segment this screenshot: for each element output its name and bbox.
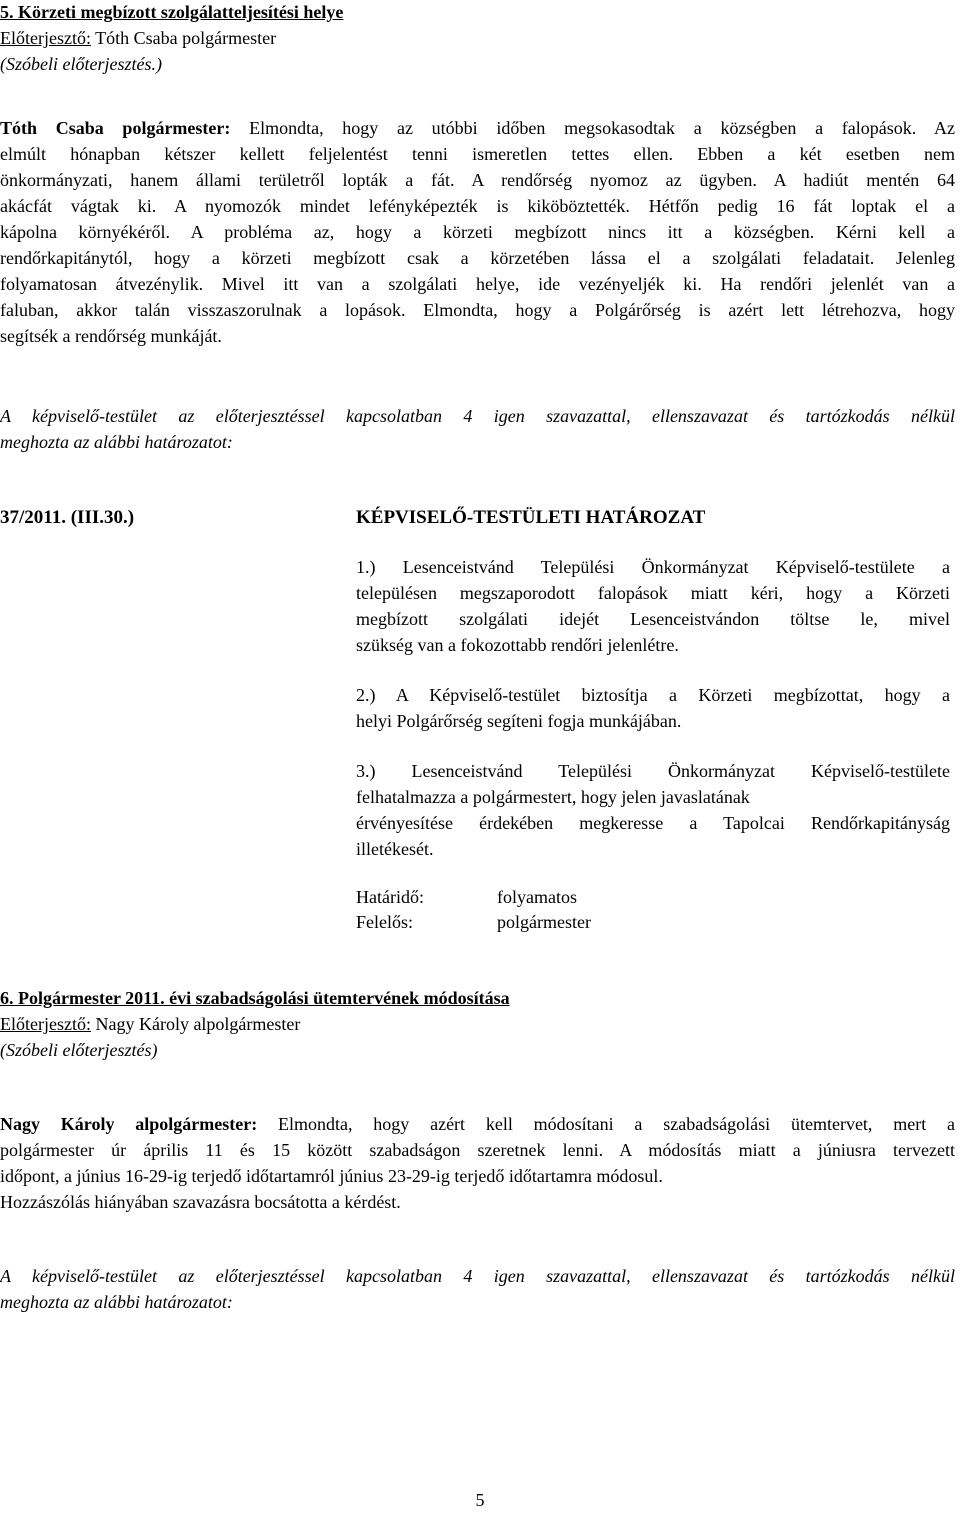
vote-line: meghozta az alábbi határozatot:	[0, 1292, 233, 1312]
section-6-presenter	[0, 1011, 955, 1037]
deadline-value: folyamatos	[497, 887, 577, 907]
section-6-header	[0, 985, 955, 1063]
section-5-header	[0, 0, 955, 77]
body-line: rendőrkapitánytól, hogy a körzeti megbízott csak a körzetében lássa el a szolgálati feladatait. Jelenleg	[0, 248, 955, 268]
vote-line: A képviselő-testület az előterjesztéssel kapcsolatban 4 igen szavazattal, ellenszavazat és tartózkodás nélkül	[0, 406, 955, 426]
vote-line: A képviselő-testület az előterjesztéssel kapcsolatban 4 igen szavazattal, ellenszavazat és tartózkodás nélkül	[0, 1266, 955, 1286]
body-line: akácfát vágtak ki. A nyomozók mindet lefényképezték is kiköböztették. Hétfőn pedig 16 fát loptak el a	[0, 196, 955, 216]
section-6-vote	[0, 1263, 955, 1315]
section-5-note: (Szóbeli előterjesztés.)	[0, 54, 162, 74]
body-line: folyamatosan átvezénylik. Mivel itt van a szolgálati helye, ide vezényeljék ki. Ha rendőri jelenlét van a	[0, 274, 955, 294]
body-line: segítsék a rendőrség munkáját.	[0, 326, 222, 346]
presenter-name: Nagy Károly alpolgármester	[90, 1014, 301, 1034]
section-6-note: (Szóbeli előterjesztés)	[0, 1040, 158, 1060]
section-5-body	[0, 115, 955, 349]
body-line: polgármester úr április 11 és 15 között szabadságon szeretnek lenni. A módosítás miatt a júniusra tervezett	[0, 1140, 955, 1160]
body-line: időpont, a június 16-29-ig terjedő időtartamról június 23-29-ig terjedő időtartamra módosul.	[0, 1166, 663, 1186]
decision-item-2: 2.) A Képviselő-testület biztosítja a Körzeti megbízottat, hogy a helyi Polgárőrség segíteni fogja munkájában.	[356, 685, 950, 731]
body-line: önkormányzati, hanem állami területről lopták a fát. A rendőrség nyomoz az ügyben. A hadiút mentén 64	[0, 170, 955, 190]
decision-item-1: 1.) Lesenceistvánd Települési Önkormányzat Képviselő-testülete a településen megszaporodott falopások miatt kéri, hogy a Körzeti megbízott szolgálati idejét Lesenceistvándon töltse le, mivel szükség van a fokozottabb rendőri jelenlétre.	[356, 557, 950, 655]
section-5-title: 5. Körzeti megbízott szolgálatteljesítési helye	[0, 2, 344, 22]
body-line: kápolna környékéről. A probléma az, hogy a körzeti megbízott nincs itt a községben. Kérni kell a	[0, 222, 955, 242]
decision-item-3: 3.) Lesenceistvánd Települési Önkormányzat Képviselő-testülete felhatalmazza a polgármestert, hogy jelen javaslatának érvényesítése érdekében megkeresse a Tapolcai Rendőrkapitányság illetékesét.	[356, 761, 950, 859]
section-6-body	[0, 1111, 955, 1215]
deadline-row	[356, 884, 776, 910]
presenter-label: Előterjesztő:	[0, 28, 91, 48]
decision-number: 37/2011. (III.30.)	[0, 507, 135, 528]
responsible-row	[356, 909, 776, 935]
speaker-name: Tóth Csaba polgármester:	[0, 118, 231, 138]
presenter-label: Előterjesztő:	[0, 1014, 91, 1034]
speaker-name: Nagy Károly alpolgármester:	[0, 1114, 258, 1134]
responsible-label: Felelős:	[356, 912, 413, 932]
body-line: Hozzászólás hiányában szavazásra bocsátotta a kérdést.	[0, 1192, 401, 1212]
presenter-name: Tóth Csaba polgármester	[90, 28, 277, 48]
section-5-vote	[0, 403, 955, 455]
section-6-title: 6. Polgármester 2011. évi szabadságolási ütemtervének módosítása	[0, 988, 510, 1008]
body-line: elmúlt hónapban kétszer kellett feljelentést tenni ismeretlen tettes ellen. Ebben a két esetben nem	[0, 144, 955, 164]
vote-line: meghozta az alábbi határozatot:	[0, 432, 233, 452]
body-line: Tóth Csaba polgármester: Elmondta, hogy az utóbbi időben megsokasodtak a községben a falopások. Az	[0, 118, 955, 138]
body-line: Nagy Károly alpolgármester: Elmondta, hogy azért kell módosítani a szabadságolási ütemtervet, mert a	[0, 1114, 955, 1134]
section-5-presenter	[0, 25, 955, 51]
responsible-value: polgármester	[497, 912, 591, 932]
body-line: faluban, akkor talán visszaszorulnak a lopások. Elmondta, hogy a Polgárőrség is azért lett létrehozva, hogy	[0, 300, 955, 320]
page-number: 5	[475, 1490, 485, 1510]
deadline-label: Határidő:	[356, 887, 424, 907]
decision-title: KÉPVISELŐ-TESTÜLETI HATÁROZAT	[356, 507, 706, 528]
